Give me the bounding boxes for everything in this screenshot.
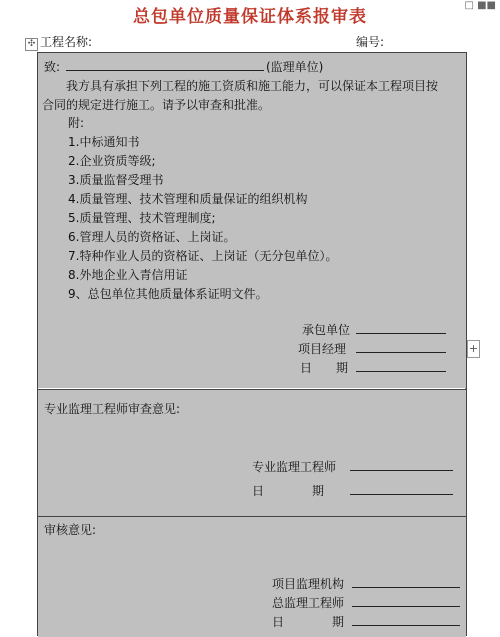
form-title: 总包单位质量保证体系报审表 — [133, 7, 367, 27]
attachment-item: 4.质量管理、技术管理和质量保证的组织机构 — [68, 192, 308, 206]
audit-date-label: 日 期 — [272, 615, 345, 629]
attachment-item: 1.中标通知书 — [68, 135, 140, 149]
attach-label: 附: — [68, 116, 85, 130]
attachment-item: 3.质量监督受理书 — [68, 173, 164, 187]
engineer-label: 专业监理工程师 — [252, 460, 337, 474]
contractor-label: 承包单位 — [302, 323, 351, 337]
review-heading: 专业监理工程师审查意见: — [44, 402, 181, 416]
body-line-2: 合同的规定进行施工。请予以审查和批准。 — [42, 98, 271, 112]
date-label: 日 期 — [300, 361, 349, 375]
audit-heading: 审核意见: — [44, 523, 97, 537]
org-field[interactable] — [352, 575, 460, 588]
contractor-field[interactable] — [356, 321, 446, 334]
corner-mark: □ ■■ — [464, 0, 496, 11]
audit-date-field[interactable] — [352, 613, 460, 626]
date-field[interactable] — [356, 359, 446, 372]
table-move-handle-icon[interactable]: ✣ — [25, 38, 38, 51]
engineer-field[interactable] — [350, 458, 453, 471]
review-date-label: 日 期 — [252, 484, 325, 498]
attachment-item: 9、总包单位其他质量体系证明文件。 — [68, 287, 268, 301]
project-name-label: 工程名称: — [40, 35, 93, 49]
org-label: 项目监理机构 — [272, 577, 345, 591]
serial-label: 编号: — [356, 35, 385, 49]
supervisor-unit-blank[interactable] — [66, 58, 264, 71]
attachment-item: 7.特种作业人员的资格证、上岗证（无分包单位）。 — [68, 249, 338, 263]
pm-field[interactable] — [356, 340, 446, 353]
chief-field[interactable] — [352, 594, 460, 607]
attachment-item: 8.外地企业入青信用证 — [68, 268, 188, 282]
chief-label: 总监理工程师 — [272, 596, 345, 610]
attachment-item: 6.管理人员的资格证、上岗证。 — [68, 230, 236, 244]
add-column-icon[interactable]: + — [467, 340, 480, 358]
section-audit — [38, 516, 466, 637]
report-form-table — [37, 52, 467, 636]
section-main — [38, 53, 466, 388]
attachment-item: 2.企业资质等级; — [68, 154, 156, 168]
pm-label: 项目经理 — [298, 342, 347, 356]
attachment-item: 5.质量管理、技术管理制度; — [68, 211, 216, 225]
review-date-field[interactable] — [350, 482, 453, 495]
section-review — [38, 389, 466, 516]
body-line-1: 我方具有承担下列工程的施工资质和施工能力，可以保证本工程项目按 — [66, 79, 439, 93]
to-suffix: (监理单位) — [266, 60, 324, 74]
to-label: 致: — [44, 60, 61, 74]
